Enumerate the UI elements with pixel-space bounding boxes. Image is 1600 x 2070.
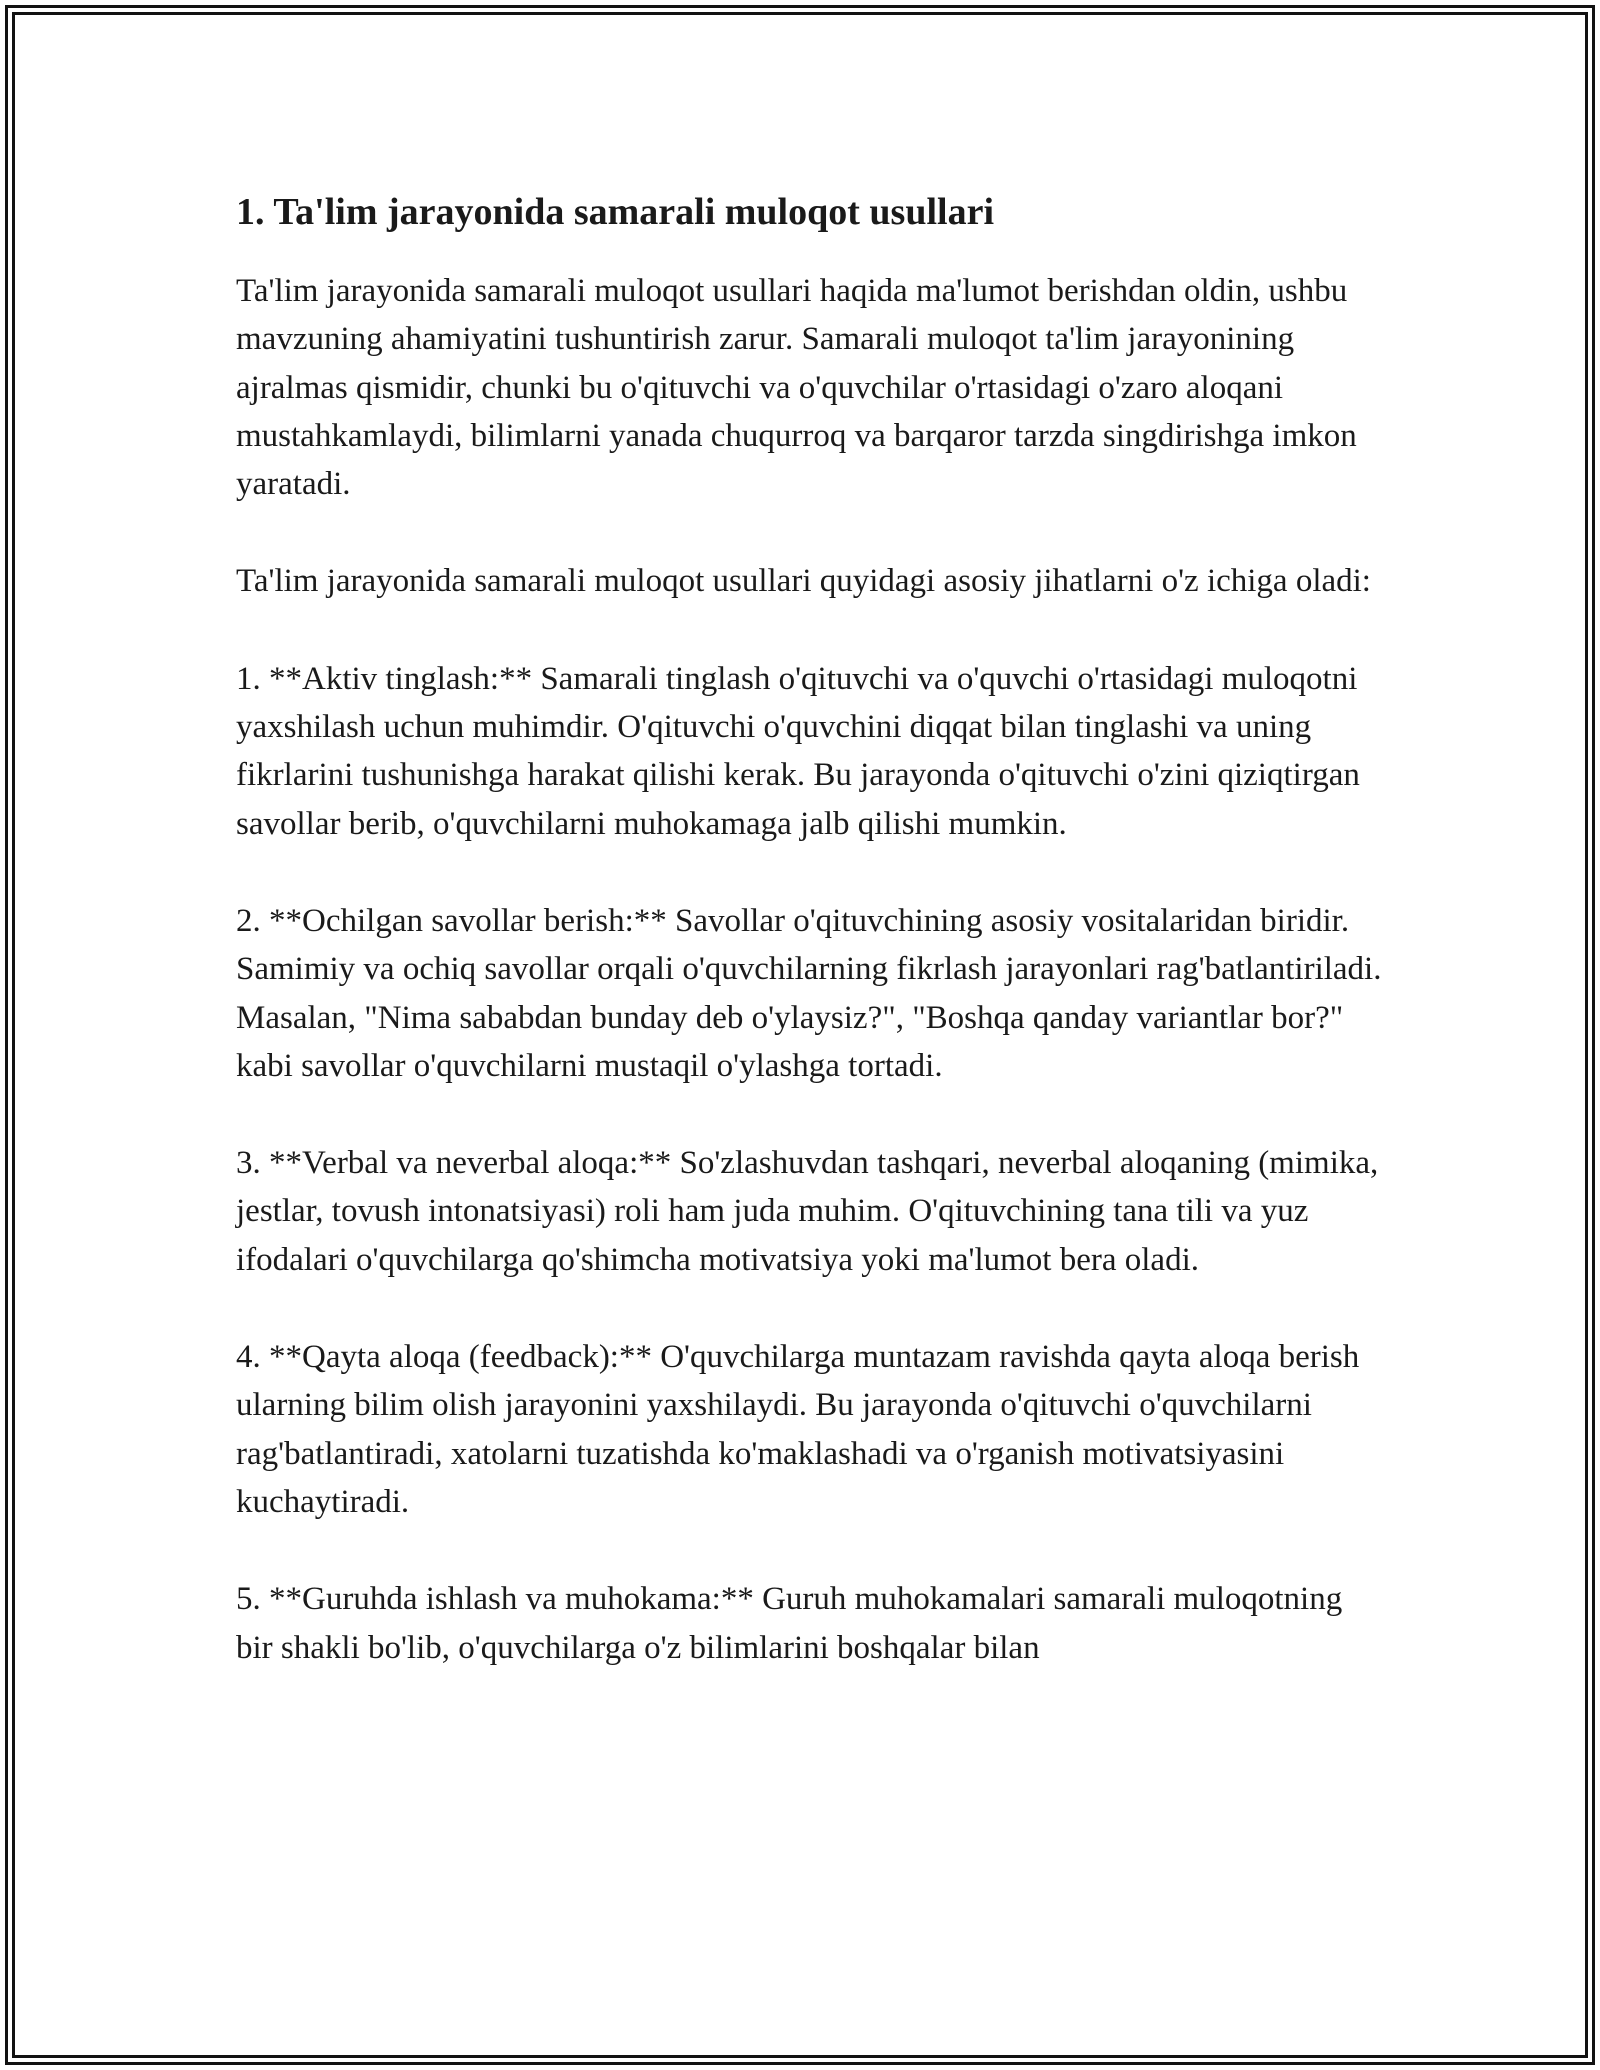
aspects-intro-paragraph: Ta'lim jarayonida samarali muloqot usullari quyidagi asosiy jihatlarni o'z ichiga oladi: (236, 563, 1371, 600)
list-item-group-work: 5. **Guruhda ishlash va muhokama:** Guruh muhokamalari samarali muloqotning bir shakli bo'lib, o'quvchilarga o'z bilimlarini boshqalar bilan (236, 1581, 1343, 1666)
list-item-active-listening: 1. **Aktiv tinglash:** Samarali tinglash o'qituvchi va o'quvchi o'rtasidagi muloqotni yaxshilash uchun muhimdir. O'qituvchi o'quvchini diqqat bilan tinglashi va uning fikrlarini tushunishga harakat qilishi kerak. Bu jarayonda o'qituvchi o'zini qiziqtirgan savollar berib, o'quvchilarni muhokamaga jalb qilishi mumkin. (236, 660, 1360, 842)
intro-paragraph: Ta'lim jarayonida samarali muloqot usullari haqida ma'lumot berishdan oldin, ushbu mavzuning ahamiyatini tushuntirish zarur. Samarali muloqot ta'lim jarayonining ajralmas qismidir, chunki bu o'qituvchi va o'quvchilar o'rtasidagi o'zaro aloqani mustahkamlaydi, bilimlarni yanada chuqurroq va barqaror tarzda singdirishga imkon yaratadi. (236, 273, 1357, 503)
list-item-open-questions: 2. **Ochilgan savollar berish:** Savollar o'qituvchining asosiy vositalaridan biridir. Samimiy va ochiq savollar orqali o'quvchilarning fikrlash jarayonlari rag'batlantiriladi. Masalan, "Nima sababdan bunday deb o'ylaysiz?", "Boshqa qanday variantlar bor?" kabi savollar o'quvchilarni mustaqil o'ylashga tortadi. (236, 902, 1382, 1084)
document-page (236, 186, 1386, 1721)
list-item-feedback: 4. **Qayta aloqa (feedback):** O'quvchilarga muntazam ravishda qayta aloqa berish ularning bilim olish jarayonini yaxshilaydi. Bu jarayonda o'qituvchi o'quvchilarni rag'batlantiradi, xatolarni tuzatishda ko'maklashadi va o'rganish motivatsiyasini kuchaytiradi. (236, 1339, 1360, 1520)
section-heading: 1. Ta'lim jarayonida samarali muloqot usullari (236, 191, 994, 233)
list-item-verbal-nonverbal: 3. **Verbal va neverbal aloqa:** So'zlashuvdan tashqari, neverbal aloqaning (mimika, jestlar, tovush intonatsiyasi) roli ham juda muhim. O'qituvchining tana tili va yuz ifodalari o'quvchilarga qo'shimcha motivatsiya yoki ma'lumot bera oladi. (236, 1145, 1379, 1278)
